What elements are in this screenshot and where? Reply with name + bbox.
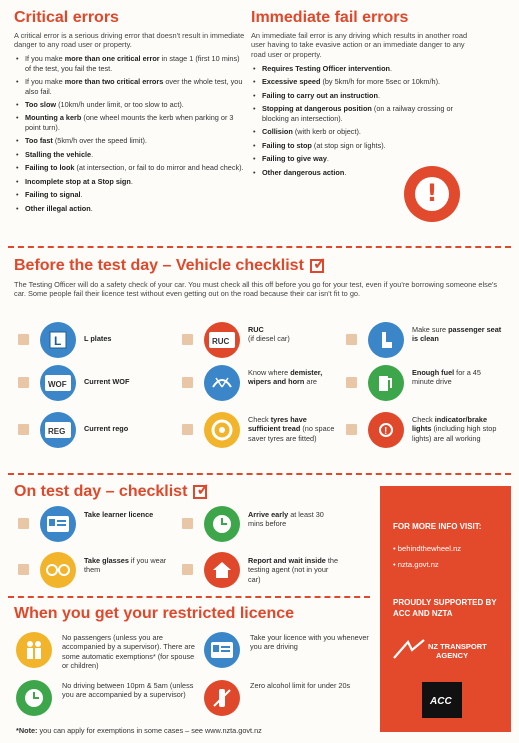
immediate-fail-intro: An immediate fail error is any driving which results in another road user having to take evasive action or an immediate danger to any road user or property. bbox=[251, 30, 468, 60]
vehicle-checklist-intro: The Testing Officer will do a safety check of your car. You must check all this off before you go for your test, even if you're borrowing someone else's car. Some people fail their licence test without even getting out on the road because their car isn't fit to go. bbox=[14, 279, 498, 299]
immediate-fail-item: • Failing to give way. bbox=[251, 154, 471, 163]
ruc-icon bbox=[204, 322, 240, 358]
checkbox[interactable] bbox=[182, 518, 193, 529]
test-day-section bbox=[14, 482, 374, 503]
section-divider bbox=[8, 246, 511, 248]
link-behindthewheel[interactable]: • behindthewheel.nz bbox=[393, 544, 462, 553]
svg-text:AGENCY: AGENCY bbox=[436, 651, 469, 660]
critical-error-item: • If you make more than one critical error in stage 1 (first 10 mins) of the test, you fail the test. bbox=[14, 54, 246, 73]
checkbox[interactable] bbox=[18, 334, 29, 345]
learner-licence-icon bbox=[40, 506, 76, 542]
acc-logo bbox=[422, 682, 462, 718]
test-day-item: Take glasses if you wear them bbox=[84, 556, 167, 575]
immediate-fail-item: • Failing to carry out an instruction. bbox=[251, 91, 471, 100]
critical-error-item: • Other illegal action. bbox=[14, 204, 246, 213]
immediate-fail-item: • Collision (with kerb or object). bbox=[251, 127, 471, 136]
house-icon bbox=[204, 552, 240, 588]
svg-text:NZ TRANSPORT: NZ TRANSPORT bbox=[428, 642, 487, 651]
restricted-licence-title: When you get your restricted licence bbox=[14, 605, 295, 622]
brake-light-icon bbox=[368, 412, 404, 448]
section-divider bbox=[8, 473, 511, 475]
svg-text:!: ! bbox=[384, 426, 388, 437]
critical-error-item: • Stalling the vehicle. bbox=[14, 150, 246, 159]
checkbox[interactable] bbox=[18, 377, 29, 388]
vehicle-check-item: Make sure passenger seat is clean bbox=[412, 325, 502, 344]
immediate-fail-list bbox=[251, 64, 471, 177]
vehicle-check-item: L plates bbox=[84, 334, 112, 343]
night-clock-icon bbox=[16, 680, 52, 716]
immediate-fail-item: • Excessive speed (by 5km/h for more 5sec or 10km/h). bbox=[251, 77, 471, 86]
tyre-icon bbox=[204, 412, 240, 448]
immediate-fail-item: • Requires Testing Officer intervention. bbox=[251, 64, 471, 73]
vehicle-check-item: Current WOF bbox=[84, 377, 130, 386]
wof-icon bbox=[40, 365, 76, 401]
svg-text:L: L bbox=[54, 334, 62, 348]
clock-icon bbox=[204, 506, 240, 542]
immediate-fail-section bbox=[251, 8, 471, 181]
restricted-rule-item: Take your licence with you whenever you are driving bbox=[250, 633, 369, 652]
checkbox[interactable] bbox=[18, 564, 29, 575]
glasses-icon bbox=[40, 552, 76, 588]
test-day-item: Arrive early at least 30 mins before bbox=[248, 510, 324, 529]
licence-card-icon bbox=[204, 632, 240, 668]
critical-errors-intro: A critical error is a serious driving error that doesn't result in immediate danger to any road user or property. bbox=[14, 30, 245, 50]
alcohol-icon bbox=[204, 680, 240, 716]
section-divider bbox=[8, 596, 370, 598]
critical-error-item: • If you make more than two critical errors over the whole test, you also fail. bbox=[14, 77, 246, 96]
passengers-icon bbox=[16, 632, 52, 668]
tick-box-icon bbox=[193, 485, 207, 499]
checkbox[interactable] bbox=[182, 334, 193, 345]
checkbox[interactable] bbox=[18, 424, 29, 435]
critical-errors-list bbox=[14, 54, 246, 213]
more-info-panel bbox=[380, 486, 511, 732]
wiper-icon bbox=[204, 365, 240, 401]
svg-text:WOF: WOF bbox=[48, 380, 67, 389]
checkbox[interactable] bbox=[346, 424, 357, 435]
test-day-item: Report and wait inside the testing agent (not in your car) bbox=[248, 556, 339, 584]
vehicle-check-item: Enough fuel for a 45 minute drive bbox=[412, 368, 481, 387]
tick-box-icon bbox=[310, 259, 324, 273]
critical-error-item: • Failing to signal. bbox=[14, 190, 246, 199]
test-day-item: Take learner licence bbox=[84, 510, 154, 519]
restricted-licence-section bbox=[14, 604, 374, 625]
svg-text:RUC: RUC bbox=[212, 337, 230, 346]
critical-error-item: • Too slow (10km/h under limit, or too slow to act). bbox=[14, 100, 246, 109]
rego-icon bbox=[40, 412, 76, 448]
vehicle-check-item: Check tyres have sufficient tread (no space saver tyres are fitted) bbox=[248, 415, 335, 443]
critical-error-item: • Failing to look (at intersection, or fail to do mirror and head check). bbox=[14, 163, 246, 172]
immediate-fail-item: • Failing to stop (at stop sign or lights). bbox=[251, 141, 471, 150]
more-info-title: FOR MORE INFO VISIT: bbox=[393, 522, 482, 531]
immediate-fail-item: • Other dangerous action. bbox=[251, 168, 471, 177]
supported-by-text: PROUDLY SUPPORTED BY ACC AND NZTA bbox=[393, 598, 497, 618]
l-plate-icon bbox=[40, 322, 76, 358]
checkbox[interactable] bbox=[182, 377, 193, 388]
car-seat-icon bbox=[368, 322, 404, 358]
critical-errors-section bbox=[14, 8, 246, 217]
exemption-note: *Note: you can apply for exemptions in some cases – see www.nzta.govt.nz bbox=[16, 726, 262, 735]
vehicle-checklist-title: Before the test day – Vehicle checklist bbox=[14, 257, 304, 274]
warning-icon: ! bbox=[404, 166, 460, 222]
test-day-title: On test day – checklist bbox=[14, 483, 188, 500]
immediate-fail-title: Immediate fail errors bbox=[251, 9, 409, 26]
restricted-rule-item: No driving between 10pm & 5am (unless you are accompanied by a supervisor) bbox=[62, 681, 194, 700]
critical-errors-title: Critical errors bbox=[14, 9, 119, 26]
critical-error-item: • Too fast (5km/h over the speed limit). bbox=[14, 136, 246, 145]
vehicle-check-item: RUC (if diesel car) bbox=[248, 325, 290, 344]
vehicle-checklist-section bbox=[14, 256, 509, 299]
fuel-pump-icon bbox=[368, 365, 404, 401]
checkbox[interactable] bbox=[182, 564, 193, 575]
vehicle-check-item: Current rego bbox=[84, 424, 129, 433]
immediate-fail-item: • Stopping at dangerous position (on a railway crossing or blocking an intersection). bbox=[251, 104, 471, 123]
checkbox[interactable] bbox=[182, 424, 193, 435]
restricted-rule-item: Zero alcohol limit for under 20s bbox=[250, 681, 351, 690]
checkbox[interactable] bbox=[18, 518, 29, 529]
vehicle-check-item: Check indicator/brake lights (including high stop lights) are all working bbox=[412, 415, 497, 443]
link-nzta[interactable]: • nzta.govt.nz bbox=[393, 560, 439, 569]
svg-text:REG: REG bbox=[48, 427, 66, 436]
svg-text:ACC: ACC bbox=[430, 696, 452, 707]
restricted-rule-item: No passengers (unless you are accompanied by a supervisor). There are some automatic exemptions* (for spouse or children) bbox=[62, 633, 195, 671]
nzta-logo bbox=[392, 636, 488, 666]
checkbox[interactable] bbox=[346, 377, 357, 388]
critical-error-item: • Mounting a kerb (one wheel mounts the kerb when parking or 3 point turn). bbox=[14, 113, 246, 132]
critical-error-item: • Incomplete stop at a Stop sign. bbox=[14, 177, 246, 186]
vehicle-check-item: Know where demister, wipers and horn are bbox=[248, 368, 323, 387]
checkbox[interactable] bbox=[346, 334, 357, 345]
